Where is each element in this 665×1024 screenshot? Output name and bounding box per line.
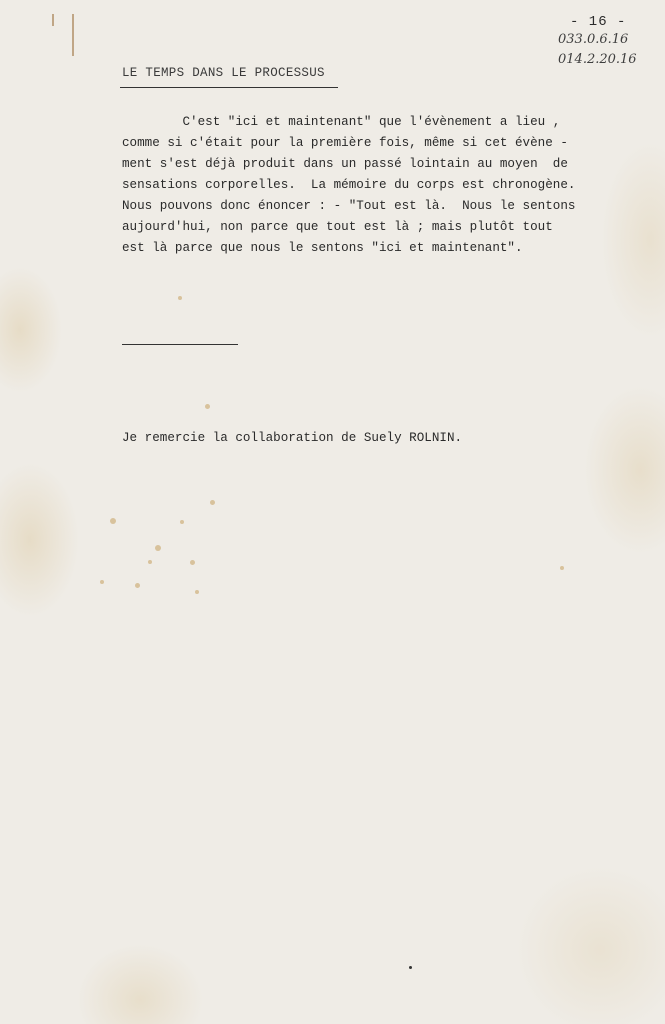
margin-mark	[72, 14, 74, 56]
margin-mark	[52, 14, 54, 26]
stain-speck	[195, 590, 199, 594]
page-number: - 16 -	[570, 14, 627, 30]
stain-speck	[205, 404, 210, 409]
paragraph-line: ment s'est déjà produit dans un passé lointain au moyen de	[122, 157, 568, 171]
paragraph-line: Nous pouvons donc énoncer : - "Tout est là. Nous le sentons	[122, 199, 576, 213]
stain-speck	[135, 583, 140, 588]
stain-speck	[190, 560, 195, 565]
stain-speck	[155, 545, 161, 551]
stain-speck	[110, 518, 116, 524]
archive-code: 014.2.20.16	[558, 52, 637, 67]
section-title: LE TEMPS DANS LE PROCESSUS	[122, 66, 325, 80]
paragraph-line: aujourd'hui, non parce que tout est là ; mais plutôt tout	[122, 220, 553, 234]
archive-codes	[558, 30, 658, 70]
title-underline	[120, 87, 338, 88]
stain-speck	[148, 560, 152, 564]
paragraph-line: C'est "ici et maintenant" que l'évènement a lieu ,	[122, 115, 561, 129]
archive-code: 033.0.6.16	[558, 32, 629, 47]
body-paragraph	[122, 112, 622, 259]
stain-speck	[210, 500, 215, 505]
paragraph-line: est là parce que nous le sentons "ici et maintenant".	[122, 241, 523, 255]
stain-speck	[180, 520, 184, 524]
paragraph-line: comme si c'était pour la première fois, même si cet évène -	[122, 136, 568, 150]
acknowledgement-line: Je remercie la collaboration de Suely ROLNIN.	[122, 431, 463, 445]
ink-dot	[409, 966, 412, 969]
stain-speck	[100, 580, 104, 584]
stain-speck	[560, 566, 564, 570]
paragraph-line: sensations corporelles. La mémoire du corps est chronogène.	[122, 178, 576, 192]
section-separator	[122, 344, 238, 345]
stain-speck	[178, 296, 182, 300]
